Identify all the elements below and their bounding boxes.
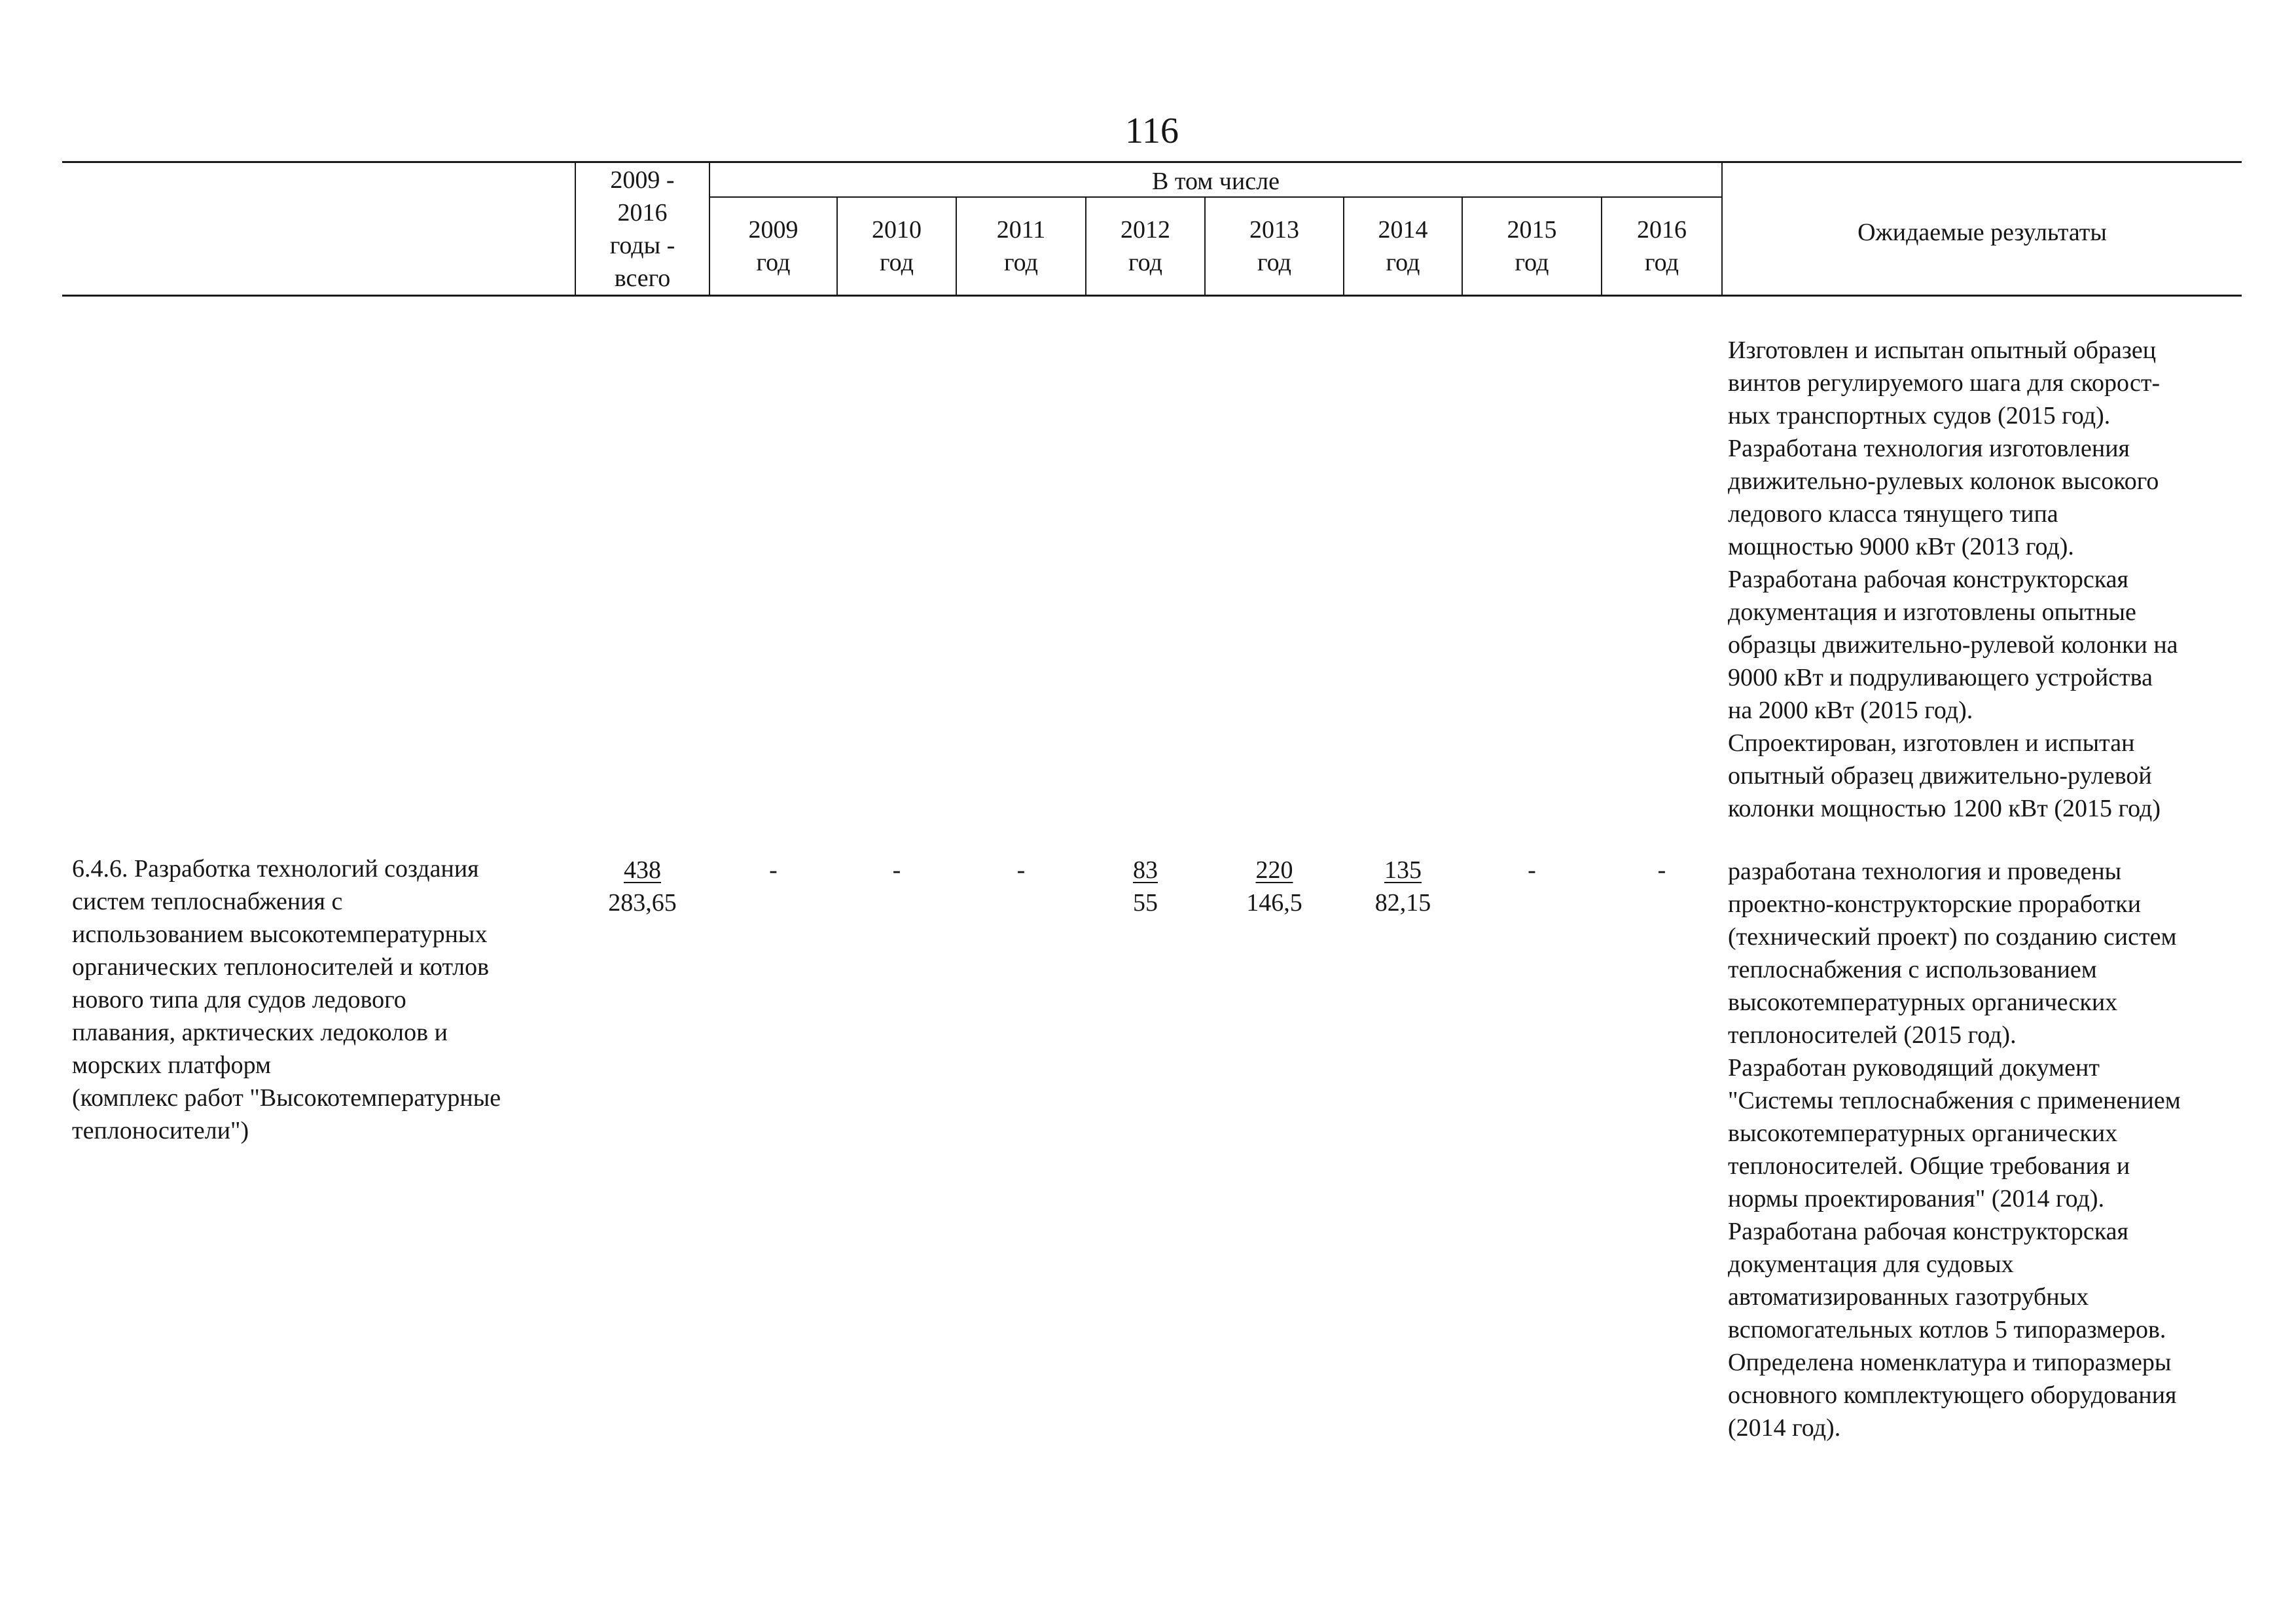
header-year-2012: 2012 год xyxy=(1121,216,1170,276)
row-title: 6.4.6. Разработка технологий создания систем теплоснабжения с использованием высокотемпературных органических теплоносителей и котлов нового типа для судов ледового плавания, арктических ледоколов и морских платформ (комплекс работ "Высокотемпературные теплоносители") xyxy=(72,855,501,1144)
value-2015-top: - xyxy=(1528,856,1536,884)
row-value-2014 xyxy=(1344,854,1462,919)
row-value-2011 xyxy=(957,854,1085,886)
value-2012-bottom: 55 xyxy=(1133,889,1158,917)
row-total-value xyxy=(576,854,709,919)
header-expected-results: Ожидаемые результаты xyxy=(1857,219,2107,246)
header-year-2011: 2011 год xyxy=(996,216,1046,276)
continued-results-text: Изготовлен и испытан опытный образец винтов регулируемого шага для скорост- ных транспортных судов (2015 год). Разработана технология изготовления движительно-рулевых колонок высокого ледового класса тянущего типа мощностью 9000 кВт (2013 год). Разработана рабочая конструкторская документация и изготовлены опытные образцы движительно-рулевой колонки на 9000 кВт и подруливающего устройства на 2000 кВт (2015 год). Спроектирован, изготовлен и испытан опытный образец движительно-рулевой колонки мощностью 1200 кВт (2015 год) xyxy=(1728,337,2178,822)
header-bottom-rule xyxy=(62,295,2242,297)
header-year-2013: 2013 год xyxy=(1249,216,1299,276)
total-budget: 283,65 xyxy=(608,889,677,917)
header-year-2010: 2010 год xyxy=(872,216,922,276)
value-2011-top: - xyxy=(1016,856,1026,884)
total-financing: 438 xyxy=(624,856,661,884)
value-2013-top: 220 xyxy=(1255,856,1293,884)
value-2010-top: - xyxy=(892,856,901,884)
value-2016-top: - xyxy=(1657,856,1666,884)
header-total-period: 2009 - 2016 годы - всего xyxy=(609,166,675,292)
header-group-label: В том числе xyxy=(1152,168,1280,195)
value-2014-bottom: 82,15 xyxy=(1374,889,1431,917)
row-value-2016 xyxy=(1602,854,1721,886)
header-year-2014: 2014 год xyxy=(1378,216,1428,276)
row-expected-results: разработана технология и проведены проектно-конструкторские проработки (технический проект) по созданию систем теплоснабжения с использованием высокотемпературных органических теплоносителей (2015 год). Разработан руководящий документ "Системы теплоснабжения с применением высокотемпературных органических теплоносителей. Общие требования и нормы проектирования" (2014 год). Разработана рабочая конструкторская документация для судовых автоматизированных газотрубных вспомогательных котлов 5 типоразмеров. Определена номенклатура и типоразмеры основного комплектующего оборудования (2014 год). xyxy=(1728,858,2181,1442)
row-value-2010 xyxy=(838,854,956,886)
row-value-2015 xyxy=(1463,854,1601,886)
row-value-2009 xyxy=(710,854,836,886)
row-value-2012 xyxy=(1086,854,1204,919)
value-2013-bottom: 146,5 xyxy=(1246,889,1302,917)
header-year-2009: 2009 год xyxy=(748,216,798,276)
value-2012-top: 83 xyxy=(1133,856,1158,884)
header-top-rule xyxy=(62,161,2242,163)
value-2014-top: 135 xyxy=(1384,856,1422,884)
header-year-2015: 2015 год xyxy=(1507,216,1557,276)
row-value-2013 xyxy=(1206,854,1343,919)
value-2009-top: - xyxy=(769,856,778,884)
header-year-2016: 2016 год xyxy=(1637,216,1687,276)
page-number: 116 xyxy=(1125,111,1179,151)
